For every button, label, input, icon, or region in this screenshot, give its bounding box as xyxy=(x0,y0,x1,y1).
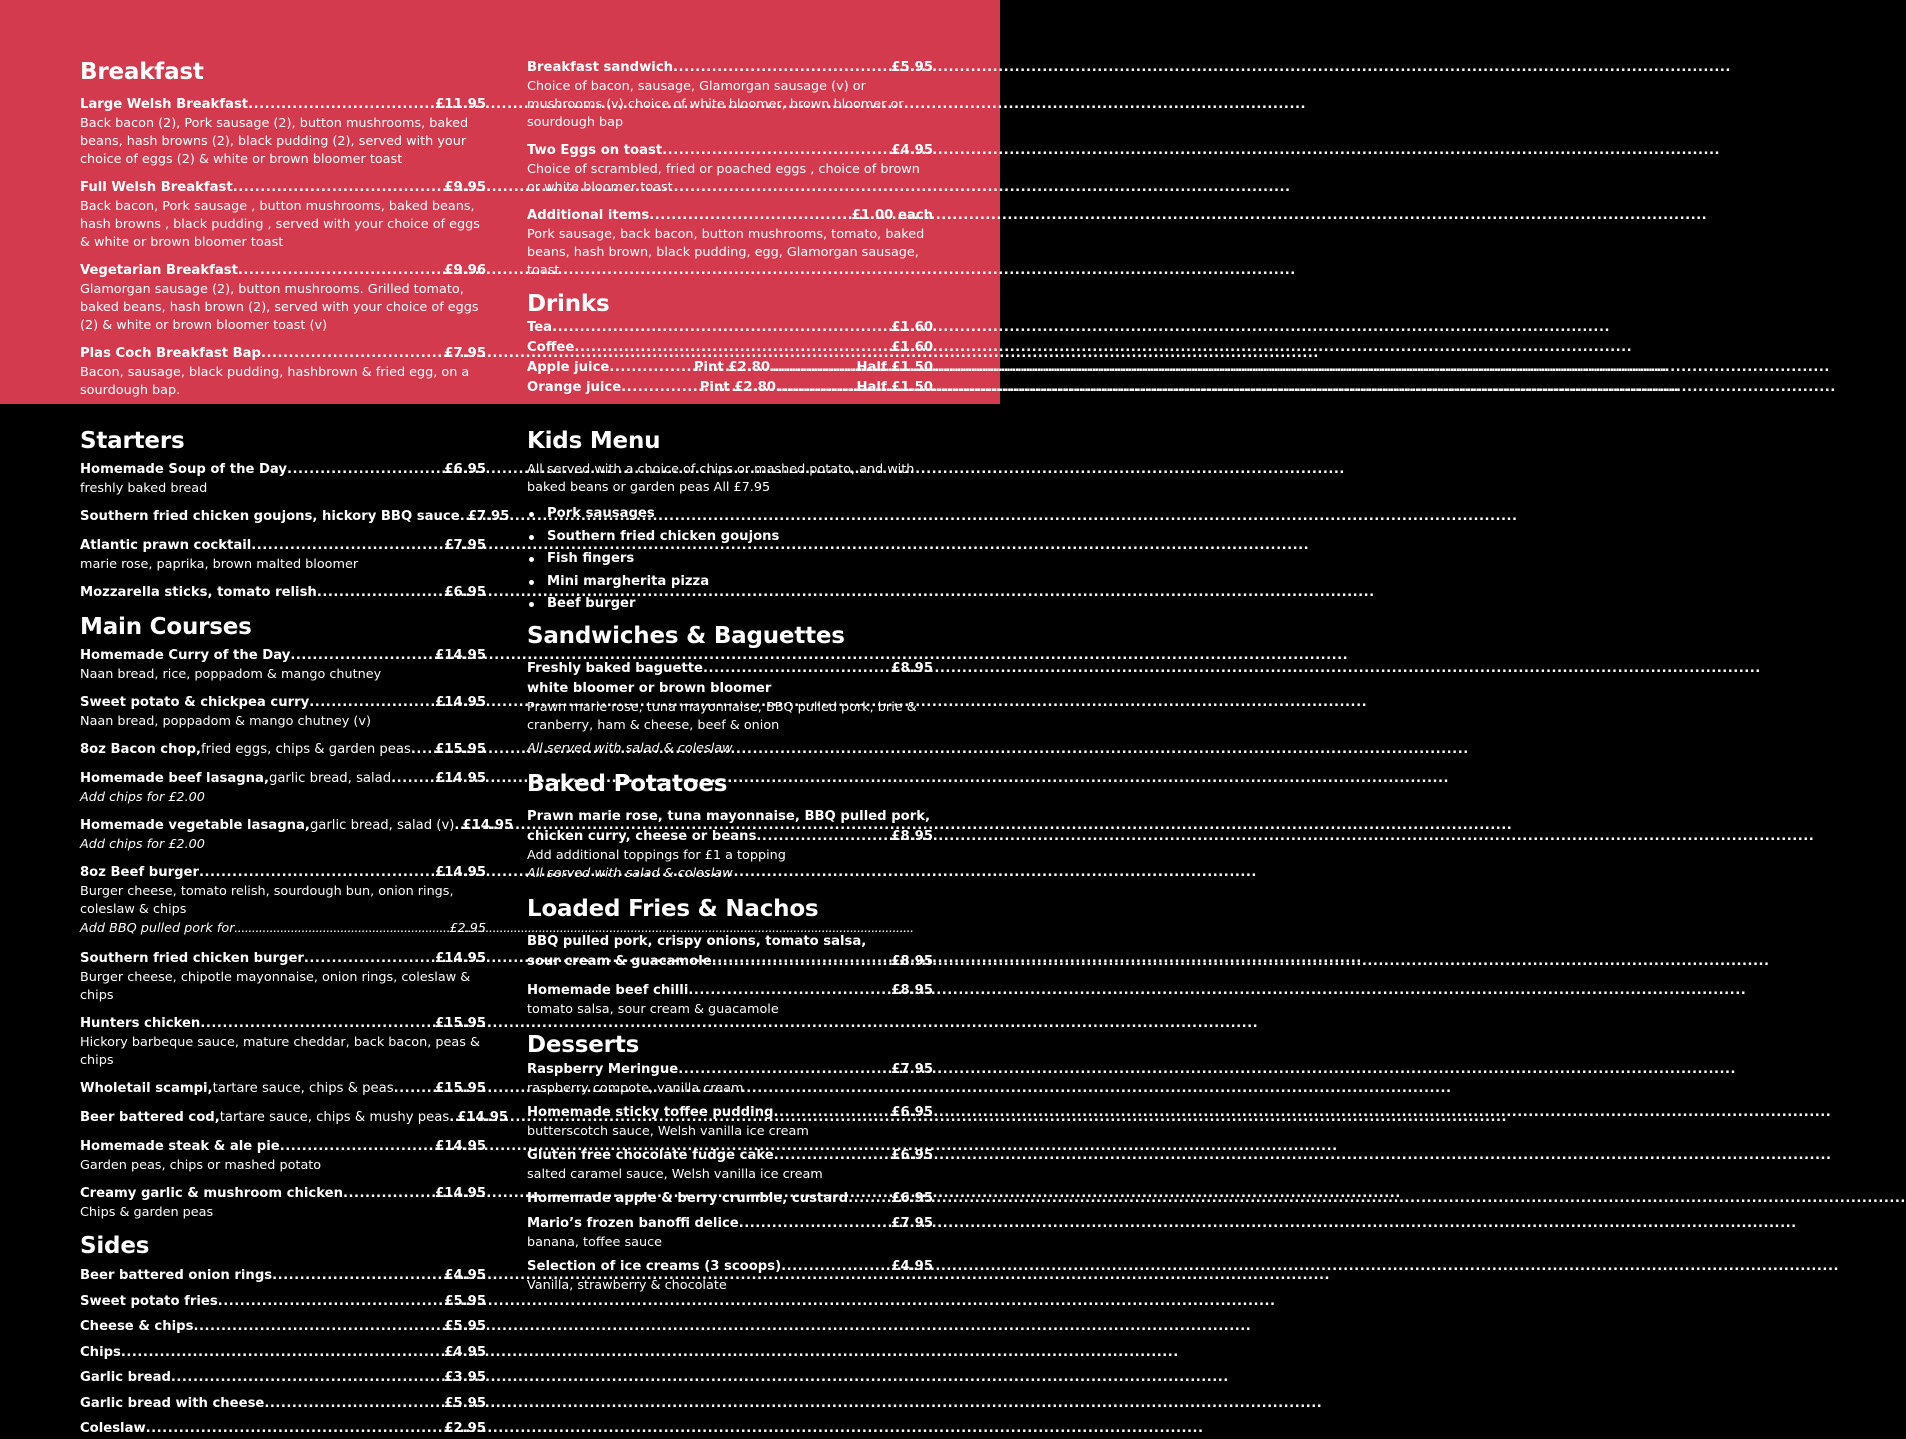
dot-leader xyxy=(193,1317,442,1337)
baguette-item xyxy=(527,659,933,758)
item-name: 8oz Bacon chop, xyxy=(80,742,202,757)
dot-leader xyxy=(649,206,849,226)
menu-item xyxy=(80,1137,486,1175)
item-price: £6.95 xyxy=(444,462,486,477)
item-price: £7.95 xyxy=(891,1215,933,1231)
mains-heading: Main Courses xyxy=(80,614,252,640)
dot-leader xyxy=(264,1394,442,1414)
menu-item-row xyxy=(527,58,933,78)
menu-item xyxy=(80,344,486,400)
item-price: £9.95 xyxy=(444,180,486,195)
menu-item-row xyxy=(80,769,486,789)
breakfast-panel xyxy=(0,0,1000,404)
menu-item xyxy=(80,1014,486,1070)
item-price: £7.95 xyxy=(444,538,486,553)
dot-leader xyxy=(317,583,442,603)
item-name: Garlic bread xyxy=(80,1370,171,1385)
item-extras: fried eggs, chips & garden peas xyxy=(201,742,411,757)
menu-item-row xyxy=(80,507,510,527)
item-price: £5.95 xyxy=(444,1293,486,1309)
item-price: £9.96 xyxy=(444,263,486,278)
item-name: Raspberry Meringue xyxy=(527,1061,679,1077)
menu-item xyxy=(527,1103,933,1141)
item-description: Burger cheese, tomato relish, sourdough bun, onion rings, coleslaw & chips xyxy=(80,884,454,917)
item-description: Bacon, sausage, black pudding, hashbrown & fried egg, on a sourdough bap. xyxy=(80,365,470,398)
item-name: Garlic bread with cheese xyxy=(80,1395,265,1411)
menu-item-row xyxy=(80,1108,509,1128)
item-description: salted caramel sauce, Welsh vanilla ice cream xyxy=(527,1166,823,1182)
item-name: 8oz Beef burger xyxy=(80,865,199,880)
drink-row xyxy=(527,358,933,378)
item-description: Naan bread, rice, poppadom & mango chutney xyxy=(80,667,382,682)
item-name: Beer battered onion rings xyxy=(80,1268,273,1283)
breakfast-column xyxy=(80,58,486,400)
item-name: Homemade Soup of the Day xyxy=(80,462,288,477)
breakfast-extra-column xyxy=(527,58,933,398)
potato-item xyxy=(527,807,933,883)
item-description: Naan bread, poppadom & mango chutney (v) xyxy=(80,714,371,729)
dot-leader xyxy=(290,646,433,666)
item-description: raspberry compote, vanilla cream xyxy=(527,1080,744,1096)
kids-list-item: Mini margherita pizza xyxy=(527,571,933,594)
menu-item-row xyxy=(527,1189,933,1209)
item-addon-row xyxy=(80,919,486,940)
baguette-fillings: Prawn marie rose, tuna mayonnaise, BBQ pulled pork, brie & cranberry, ham & cheese, beef & onion xyxy=(527,699,917,733)
item-description: Vanilla, strawberry & chocolate xyxy=(527,1277,727,1293)
menu-item xyxy=(527,58,933,132)
menu-item xyxy=(80,863,486,940)
menu-item xyxy=(527,1189,933,1209)
menu-item-row xyxy=(527,1257,933,1277)
drink-name: Apple juice xyxy=(527,360,610,375)
item-name: Full Welsh Breakfast xyxy=(80,180,233,195)
breakfast-heading: Breakfast xyxy=(80,59,204,85)
menu-item-row xyxy=(80,583,486,603)
item-price: £11.95 xyxy=(435,97,486,112)
drink-price: £1.60 xyxy=(891,340,933,355)
item-name: Hunters chicken xyxy=(80,1016,201,1031)
item-name: Sweet potato & chickpea curry xyxy=(80,695,310,710)
drink-half-price: Half £1.50 xyxy=(856,380,933,395)
item-name: Creamy garlic & mushroom chicken xyxy=(80,1186,343,1201)
menu-item xyxy=(80,769,486,807)
item-price: £15.95 xyxy=(435,742,486,757)
drink-row xyxy=(527,318,933,338)
item-description: Glamorgan sausage (2), button mushrooms. Grilled tomato, baked beans, hash brown (2), served with your choice of eggs (2) & white or brown bloomer toast (v) xyxy=(80,282,479,333)
chilli-desc: tomato salsa, sour cream & guacamole xyxy=(527,1001,779,1017)
item-name: Southern fried chicken burger xyxy=(80,951,304,966)
item-extras: tartare sauce, chips & peas xyxy=(212,1081,394,1096)
dot-leader xyxy=(673,58,889,78)
item-name: Beer battered cod, xyxy=(80,1110,220,1125)
dot-leader xyxy=(248,95,433,115)
item-name: Selection of ice creams (3 scoops) xyxy=(527,1258,782,1274)
item-price: £15.95 xyxy=(435,1016,486,1031)
dot-leader xyxy=(146,1419,443,1439)
item-description: Back bacon (2), Pork sausage (2), button mushrooms, baked beans, hash browns (2), black pudding (2), served with your choice of eggs (2) & white or brown bloomer toast xyxy=(80,116,469,167)
item-extras: garlic bread, salad xyxy=(268,771,392,786)
item-price: £14.95 xyxy=(435,1186,486,1201)
menu-item-row xyxy=(80,261,486,281)
dot-leader xyxy=(218,1292,443,1312)
item-name: Southern fried chicken goujons, hickory BBQ sauce xyxy=(80,509,460,524)
menu-item xyxy=(80,816,514,854)
item-name: Mozzarella sticks, tomato relish xyxy=(80,585,317,600)
chilli-item xyxy=(527,981,933,1019)
item-price: £5.95 xyxy=(444,1319,486,1334)
dot-leader xyxy=(272,1266,442,1286)
menu-item xyxy=(527,1214,933,1252)
item-price: £14.95 xyxy=(435,648,486,663)
dot-leader xyxy=(778,378,855,398)
item-name: Atlantic prawn cocktail xyxy=(80,538,252,553)
dot-leader xyxy=(309,693,433,713)
item-name: Homemade steak & ale pie xyxy=(80,1139,280,1154)
menu-item xyxy=(80,949,486,1005)
dot-leader xyxy=(609,358,691,378)
item-price: £6.95 xyxy=(891,1147,933,1163)
menu-item xyxy=(80,583,486,603)
menu-item xyxy=(527,1257,933,1295)
item-price: £8.95 xyxy=(891,660,933,676)
item-name: Wholetail scampi, xyxy=(80,1081,213,1096)
item-price: £4.95 xyxy=(444,1268,486,1283)
item-name: Homemade Curry of the Day xyxy=(80,648,291,663)
drink-name: Tea xyxy=(527,320,553,335)
menu-item xyxy=(80,460,486,498)
item-name: Mario’s frozen banoffi delice xyxy=(527,1215,739,1231)
item-price: £6.95 xyxy=(444,585,486,600)
drink-pint-price: Pint £2.80 xyxy=(693,360,771,375)
side-item-row xyxy=(80,1394,486,1414)
kids-intro: All served with a choice of chips or mashed potato, and with baked beans or garden peas All £7.95 xyxy=(527,462,915,495)
side-item-row xyxy=(80,1419,486,1439)
dot-leader xyxy=(848,1189,889,1209)
item-name: Gluten free chocolate fudge cake xyxy=(527,1147,774,1163)
dot-leader xyxy=(621,378,698,398)
potatoes-heading: Baked Potatoes xyxy=(527,770,728,797)
item-price: £8.95 xyxy=(891,953,933,969)
menu-item-row xyxy=(80,863,486,883)
menu-item-row xyxy=(527,1146,933,1166)
menu-item xyxy=(80,178,486,252)
item-price: £14.95 xyxy=(435,865,486,880)
item-description: Back bacon, Pork sausage , button mushrooms, baked beans, hash browns , black pudding , served with your choice of eggs & white or brown bloomer toast xyxy=(80,199,480,250)
item-price: £2.95 xyxy=(444,1421,486,1436)
dot-leader xyxy=(287,460,442,480)
item-price: £8.95 xyxy=(891,982,933,998)
item-name: Chips xyxy=(80,1344,121,1360)
menu-item-row xyxy=(80,816,514,836)
item-description: marie rose, paprika, brown malted bloomer xyxy=(80,557,359,572)
item-description: Hickory barbeque sauce, mature cheddar, back bacon, peas & chips xyxy=(80,1035,480,1068)
dot-leader xyxy=(234,920,447,940)
item-name: Coleslaw xyxy=(80,1421,146,1436)
menu-item xyxy=(80,536,486,574)
menu-item-row xyxy=(80,178,486,198)
potato-fillings: Prawn marie rose, tuna mayonnaise, BBQ pulled pork, xyxy=(527,808,930,824)
dot-leader xyxy=(121,1343,442,1363)
item-extras: garlic bread, salad (v) xyxy=(309,818,455,833)
menu-item xyxy=(80,740,486,760)
dot-leader xyxy=(304,949,433,969)
item-description: Chips & garden peas xyxy=(80,1205,214,1220)
menu-item-row xyxy=(80,536,486,556)
item-description: Choice of scrambled, fried or poached eggs , choice of brown or white bloomer toast xyxy=(527,162,920,195)
menu-item-row xyxy=(80,344,486,364)
item-extras: tartare sauce, chips & mushy peas xyxy=(219,1110,450,1125)
menu-item xyxy=(80,1108,509,1128)
item-name: Two Eggs on toast xyxy=(527,143,663,158)
dot-leader xyxy=(280,1137,433,1157)
dot-leader xyxy=(774,1146,890,1166)
kids-list-item: Beef burger xyxy=(527,593,933,616)
item-price: £14.95 xyxy=(435,695,486,710)
dot-leader xyxy=(703,659,889,679)
menu-item-row xyxy=(80,693,486,713)
item-name: sour cream & guacamole xyxy=(527,953,712,969)
menu-item-row xyxy=(80,1014,486,1034)
item-price: £7.95 xyxy=(467,509,510,524)
item-price: £3.95 xyxy=(444,1370,486,1385)
item-note: Add chips for £2.00 xyxy=(80,837,205,852)
menu-item xyxy=(80,1079,486,1099)
item-description: Choice of bacon, sausage, Glamorgan sausage (v) or mushrooms (v) choice of white bloomer, brown bloomer or sourdough bap xyxy=(527,79,904,130)
potato-note: All served with salad & coleslaw xyxy=(527,865,733,881)
kids-heading: Kids Menu xyxy=(527,428,661,454)
item-price: £14.95 xyxy=(457,1110,509,1125)
item-description: Garden peas, chips or mashed potato xyxy=(80,1158,322,1173)
drink-price: £1.60 xyxy=(891,320,933,335)
sandwiches-heading: Sandwiches & Baguettes xyxy=(527,622,845,649)
dot-leader xyxy=(411,740,433,760)
side-item-row xyxy=(80,1343,486,1363)
dot-leader xyxy=(251,536,442,556)
item-name: Breakfast sandwich xyxy=(527,60,674,75)
fries-item xyxy=(527,932,933,972)
item-description: freshly baked bread xyxy=(80,481,208,496)
menu-item-row xyxy=(527,141,933,161)
drink-pint-price: Pint £2.80 xyxy=(699,380,776,395)
menu-item xyxy=(527,1146,933,1184)
item-price: £7.95 xyxy=(444,346,486,361)
menu-item-row xyxy=(80,1137,486,1157)
item-name: Additional items xyxy=(527,208,650,223)
menu-item-row xyxy=(80,460,486,480)
item-name: Homemade vegetable lasagna, xyxy=(80,818,310,833)
drink-half-price: Half £1.50 xyxy=(856,360,933,375)
drink-name: Coffee xyxy=(527,340,575,355)
item-description: Pork sausage, back bacon, button mushrooms, tomato, baked beans, hash brown, black pudding, egg, Glamorgan sausage, toast xyxy=(527,227,925,278)
item-name: Homemade apple & berry crumble, custard xyxy=(527,1190,849,1206)
chilli-row xyxy=(527,981,933,1001)
potato-toppings: Add additional toppings for £1 a topping xyxy=(527,847,786,863)
item-price: £7.95 xyxy=(891,1061,933,1077)
item-name: Homemade sticky toffee pudding xyxy=(527,1104,774,1120)
item-price: £14.95 xyxy=(435,1139,486,1154)
menu-item-row xyxy=(80,1079,486,1099)
item-name: Sweet potato fries xyxy=(80,1293,218,1309)
item-price: £5.95 xyxy=(891,60,933,75)
addon-label: Add BBQ pulled pork for xyxy=(80,921,235,936)
dot-leader xyxy=(261,344,442,364)
dot-leader xyxy=(238,261,442,281)
fries-heading: Loaded Fries & Nachos xyxy=(527,895,819,922)
item-price: £6.95 xyxy=(891,1104,933,1120)
item-price: £1.00 each xyxy=(851,208,933,223)
item-description: banana, toffee sauce xyxy=(527,1234,663,1250)
menu-item xyxy=(527,141,933,197)
dot-leader xyxy=(688,981,889,1001)
item-name: Homemade beef chilli xyxy=(527,982,689,998)
item-price: £4.95 xyxy=(891,143,933,158)
menu-item-row xyxy=(527,206,933,226)
baguette-note: All served with salad & coleslaw xyxy=(527,740,733,756)
main-panel xyxy=(0,404,1000,1436)
item-description: Burger cheese, chipotle mayonnaise, onion rings, coleslaw & chips xyxy=(80,970,471,1003)
kids-list-item: Southern fried chicken goujons xyxy=(527,526,933,549)
baguette-row xyxy=(527,659,933,679)
item-price: £6.95 xyxy=(891,1190,933,1206)
menu-item xyxy=(527,206,933,280)
item-price: £4.95 xyxy=(891,1258,933,1274)
menu-item xyxy=(80,95,486,169)
menu-item-row xyxy=(527,1214,933,1234)
dot-leader xyxy=(391,769,433,789)
item-name: Cheese & chips xyxy=(80,1319,194,1334)
dot-leader xyxy=(233,178,443,198)
kids-list xyxy=(527,503,933,616)
menu-item xyxy=(80,646,486,684)
fries-row xyxy=(527,952,933,972)
dot-leader xyxy=(678,1060,889,1080)
dot-leader xyxy=(773,1103,889,1123)
item-price: £8.95 xyxy=(891,828,933,844)
drink-name: Orange juice xyxy=(527,380,622,395)
menu-item-row xyxy=(80,740,486,760)
dot-leader xyxy=(756,827,889,847)
drink-row xyxy=(527,338,933,358)
menu-item xyxy=(80,693,486,731)
item-name: Freshly baked baguette xyxy=(527,660,703,676)
drink-row xyxy=(527,378,933,398)
dot-leader xyxy=(394,1079,433,1099)
addon-price: £2.95 xyxy=(449,921,486,936)
dot-leader xyxy=(343,1184,433,1204)
dot-leader xyxy=(662,141,889,161)
item-price: £14.95 xyxy=(435,951,486,966)
starters-heading: Starters xyxy=(80,428,185,454)
baguette-bread: white bloomer or brown bloomer xyxy=(527,680,772,696)
dot-leader xyxy=(200,1014,433,1034)
fries-toppings: BBQ pulled pork, crispy onions, tomato salsa, xyxy=(527,933,867,949)
desserts-heading: Desserts xyxy=(527,1031,640,1058)
item-name: Large Welsh Breakfast xyxy=(80,97,249,112)
item-price: £15.95 xyxy=(435,1081,486,1096)
left-column xyxy=(80,427,514,1439)
item-description: butterscotch sauce, Welsh vanilla ice cream xyxy=(527,1123,809,1139)
potato-row xyxy=(527,827,933,847)
dot-leader xyxy=(781,1257,889,1277)
dot-leader xyxy=(712,952,890,972)
item-note: Add chips for £2.00 xyxy=(80,790,205,805)
right-column xyxy=(527,427,933,1295)
dot-leader xyxy=(739,1214,890,1234)
menu-item xyxy=(80,261,486,335)
dot-leader xyxy=(171,1368,442,1388)
dot-leader xyxy=(199,863,433,883)
kids-list-item: Fish fingers xyxy=(527,548,933,571)
item-price: £5.95 xyxy=(444,1395,486,1411)
dot-leader xyxy=(552,318,889,338)
dot-leader xyxy=(772,358,854,378)
item-name: Homemade beef lasagna, xyxy=(80,771,269,786)
item-price: £14.95 xyxy=(435,771,486,786)
menu-item-row xyxy=(527,1103,933,1123)
menu-item-row xyxy=(80,646,486,666)
menu-item xyxy=(80,1184,486,1222)
item-price: £4.95 xyxy=(444,1344,486,1360)
menu-item-row xyxy=(80,1184,486,1204)
menu-item xyxy=(527,1060,933,1098)
item-name: Vegetarian Breakfast xyxy=(80,263,238,278)
item-price: £14.95 xyxy=(462,818,514,833)
menu-item-row xyxy=(80,95,486,115)
menu-item-row xyxy=(80,949,486,969)
menu-item-row xyxy=(527,1060,933,1080)
item-name: Plas Coch Breakfast Bap xyxy=(80,346,261,361)
side-item-row xyxy=(80,1317,486,1337)
kids-list-item: Pork sausages xyxy=(527,503,933,526)
item-name: chicken curry, cheese or beans xyxy=(527,828,757,844)
drinks-heading: Drinks xyxy=(527,291,610,317)
side-item-row xyxy=(80,1368,486,1388)
sides-heading: Sides xyxy=(80,1233,150,1259)
menu-item xyxy=(80,507,510,527)
side-item-row xyxy=(80,1292,486,1312)
dot-leader xyxy=(574,338,889,358)
side-item-row xyxy=(80,1266,486,1286)
